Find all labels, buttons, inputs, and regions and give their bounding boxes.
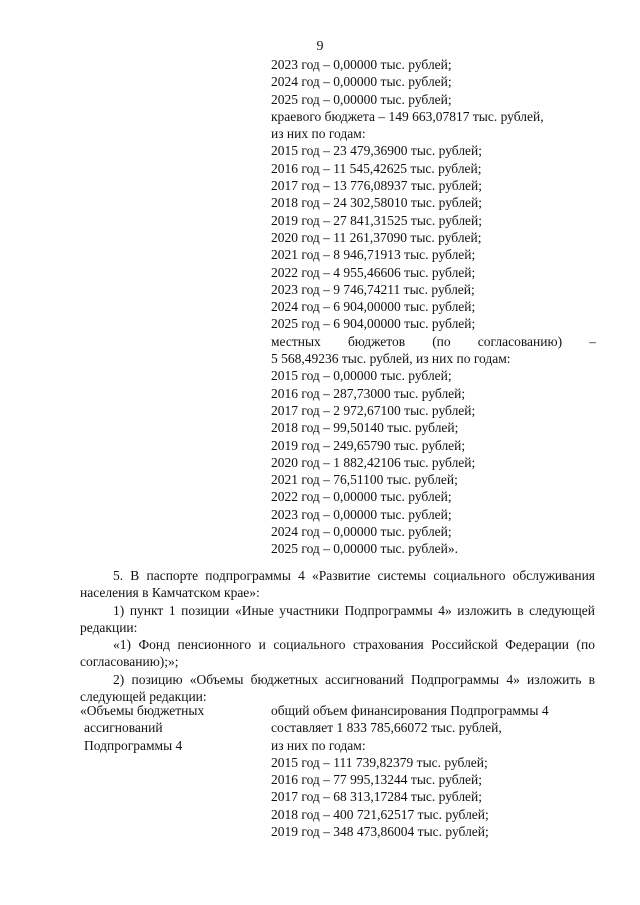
funding-line: составляет 1 833 785,66072 тыс. рублей, bbox=[271, 720, 502, 736]
label-line: «Объемы бюджетных bbox=[80, 703, 205, 718]
funding-line: 2015 год – 111 739,82379 тыс. рублей; bbox=[271, 754, 488, 770]
funding-line: 2019 год – 249,65790 тыс. рублей; bbox=[271, 437, 466, 453]
funding-line: 2021 год – 76,51100 тыс. рублей; bbox=[271, 472, 458, 488]
funding-line: 2020 год – 1 882,42106 тыс. рублей; bbox=[271, 454, 476, 470]
funding-line: из них по годам: bbox=[271, 737, 366, 753]
funding-line: 2018 год – 400 721,62517 тыс. рублей; bbox=[271, 806, 489, 822]
funding-line: 2016 год – 287,73000 тыс. рублей; bbox=[271, 385, 466, 401]
funding-line: 2019 год – 348 473,86004 тыс. рублей; bbox=[271, 824, 489, 840]
section-5-item-1-quote: «1) Фонд пенсионного и социального страхования Российской Федерации (по согласованию);»; bbox=[80, 637, 595, 670]
section-5-item-1: 1) пункт 1 позиции «Иные участники Подпрограммы 4» изложить в следующей редакции: bbox=[80, 602, 595, 635]
funding-line: 2018 год – 24 302,58010 тыс. рублей; bbox=[271, 195, 483, 211]
funding-line: 2023 год – 0,00000 тыс. рублей; bbox=[271, 506, 452, 522]
funding-line: 2019 год – 27 841,31525 тыс. рублей; bbox=[271, 212, 483, 228]
funding-line: 2017 год – 68 313,17284 тыс. рублей; bbox=[271, 789, 483, 805]
header-word: бюджетов bbox=[347, 333, 406, 349]
header-word: местных bbox=[271, 333, 321, 349]
label-line: ассигнований bbox=[84, 720, 163, 736]
funding-line: 2015 год – 23 479,36900 тыс. рублей; bbox=[271, 143, 483, 159]
funding-line: 2017 год – 2 972,67100 тыс. рублей; bbox=[271, 402, 476, 418]
funding-line: 2020 год – 11 261,37090 тыс. рублей; bbox=[271, 229, 482, 245]
funding-line: 2024 год – 6 904,00000 тыс. рублей; bbox=[271, 299, 476, 315]
section-5-intro: 5. В паспорте подпрограммы 4 «Развитие системы социального обслуживания населения в Камчатском крае»: bbox=[80, 568, 595, 601]
funding-line: краевого бюджета – 149 663,07817 тыс. рублей, bbox=[271, 108, 544, 124]
subprogram-label bbox=[80, 702, 260, 754]
funding-line: из них по годам: bbox=[271, 126, 366, 142]
funding-line: 2023 год – 9 746,74211 тыс. рублей; bbox=[271, 281, 475, 297]
label-line: Подпрограммы 4 bbox=[84, 737, 183, 753]
funding-list-regional bbox=[271, 56, 596, 558]
funding-line: 2015 год – 0,00000 тыс. рублей; bbox=[271, 368, 452, 384]
funding-line: 2024 год – 0,00000 тыс. рублей; bbox=[271, 524, 452, 540]
funding-line: 2025 год – 0,00000 тыс. рублей». bbox=[271, 541, 459, 557]
section-5-item-2: 2) позицию «Объемы бюджетных ассигнований Подпрограммы 4» изложить в следующей редакции: bbox=[80, 671, 595, 705]
funding-line: 2025 год – 6 904,00000 тыс. рублей; bbox=[271, 316, 476, 332]
funding-line: 2022 год – 4 955,46606 тыс. рублей; bbox=[271, 264, 476, 280]
funding-line: 2021 год – 8 946,71913 тыс. рублей; bbox=[271, 247, 476, 263]
subprogram-funding-list bbox=[271, 702, 596, 840]
header-word: согласованию) bbox=[477, 333, 563, 349]
funding-line: 2024 год – 0,00000 тыс. рублей; bbox=[271, 74, 452, 90]
header-word: (по bbox=[432, 333, 451, 349]
funding-line: 2022 год – 0,00000 тыс. рублей; bbox=[271, 489, 452, 505]
funding-line: 2025 год – 0,00000 тыс. рублей; bbox=[271, 91, 452, 107]
funding-line: 2016 год – 77 995,13244 тыс. рублей; bbox=[271, 772, 483, 788]
funding-line: 2017 год – 13 776,08937 тыс. рублей; bbox=[271, 178, 483, 194]
local-budget-header bbox=[271, 333, 596, 350]
funding-line: 2016 год – 11 545,42625 тыс. рублей; bbox=[271, 160, 482, 176]
header-word: – bbox=[589, 333, 596, 349]
funding-line: 2018 год – 99,50140 тыс. рублей; bbox=[271, 420, 459, 436]
funding-line: 2023 год – 0,00000 тыс. рублей; bbox=[271, 57, 452, 72]
page-number: 9 bbox=[316, 39, 324, 54]
funding-line: 5 568,49236 тыс. рублей, из них по годам: bbox=[271, 351, 511, 367]
section-5 bbox=[80, 567, 595, 705]
funding-line: общий объем финансирования Подпрограммы 4 bbox=[271, 703, 549, 718]
